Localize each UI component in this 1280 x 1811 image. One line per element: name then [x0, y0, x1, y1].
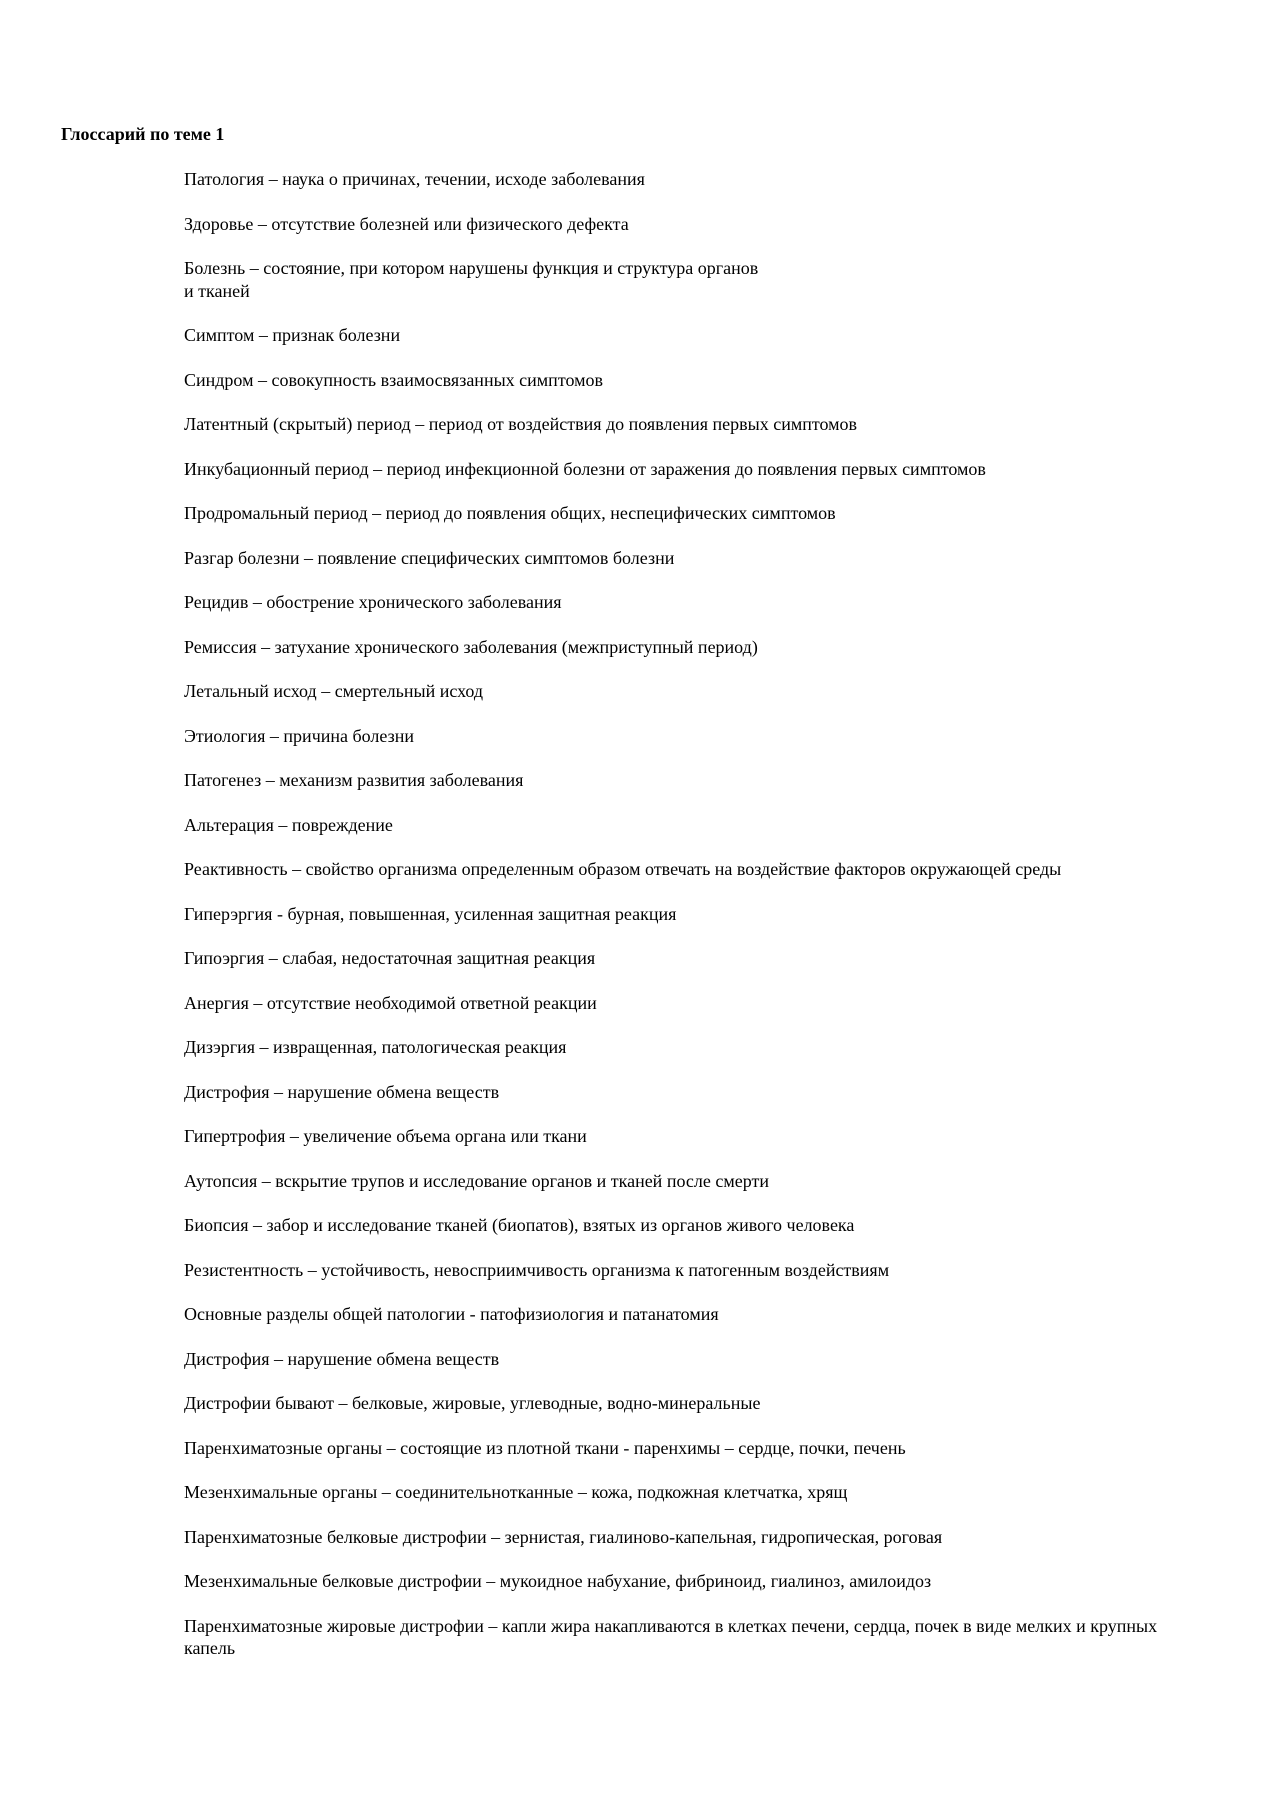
glossary-item: Этиология – причина болезни	[184, 725, 414, 746]
glossary-item: Ремиссия – затухание хронического заболевания (межприступный период)	[184, 636, 758, 657]
glossary-list	[184, 168, 1174, 1682]
glossary-item: Разгар болезни – появление специфических симптомов болезни	[184, 547, 675, 568]
glossary-item: Анергия – отсутствие необходимой ответной реакции	[184, 992, 597, 1013]
glossary-item: Паренхиматозные белковые дистрофии – зернистая, гиалиново-капельная, гидропическая, роговая	[184, 1526, 943, 1547]
glossary-item: Дистрофии бывают – белковые, жировые, углеводные, водно-минеральные	[184, 1393, 761, 1413]
glossary-item: Дистрофия – нарушение обмена веществ	[184, 1348, 500, 1369]
glossary-item: Паренхиматозные жировые дистрофии – капли жира накапливаются в клетках печени, сердца, почек в виде мелких и крупных капель	[184, 1615, 1158, 1658]
glossary-item: Мезенхимальные органы – соединительнотканные – кожа, подкожная клетчатка, хрящ	[184, 1482, 848, 1502]
glossary-item: Патология – наука о причинах, течении, исходе заболевания	[184, 169, 645, 189]
glossary-item: Гипоэргия – слабая, недостаточная защитная реакция	[184, 948, 596, 968]
glossary-item: Дистрофия – нарушение обмена веществ	[184, 1081, 500, 1102]
glossary-item: Резистентность – устойчивость, невосприимчивость организма к патогенным воздействиям	[184, 1259, 890, 1280]
glossary-item: Инкубационный период – период инфекционной болезни от заражения до появления первых симптомов	[184, 458, 986, 479]
glossary-item: Здоровье – отсутствие болезней или физического дефекта	[184, 213, 629, 234]
glossary-item: Гиперэргия - бурная, повышенная, усиленная защитная реакция	[184, 903, 677, 924]
glossary-item: Биопсия – забор и исследование тканей (биопатов), взятых из органов живого человека	[184, 1215, 855, 1235]
glossary-item: Симптом – признак болезни	[184, 325, 401, 345]
glossary-item: Дизэргия – извращенная, патологическая реакция	[184, 1037, 567, 1057]
glossary-item: Мезенхимальные белковые дистрофии – мукоидное набухание, фибриноид, гиалиноз, амилоидоз	[184, 1571, 932, 1591]
glossary-item: Летальный исход – смертельный исход	[184, 681, 484, 701]
glossary-item: Продромальный период – период до появления общих, неспецифических симптомов	[184, 503, 836, 523]
glossary-item: Болезнь – состояние, при котором нарушены функция и структура органов и тканей	[184, 258, 759, 301]
glossary-item: Гипертрофия – увеличение объема органа или ткани	[184, 1126, 587, 1146]
glossary-item: Рецидив – обострение хронического заболевания	[184, 592, 562, 612]
glossary-item: Основные разделы общей патологии - патофизиология и патанатомия	[184, 1304, 719, 1324]
glossary-item: Реактивность – свойство организма определенным образом отвечать на воздействие факторов окружающей среды	[184, 859, 1062, 879]
page-title: Глоссарий по теме 1	[61, 124, 225, 144]
glossary-item: Аутопсия – вскрытие трупов и исследование органов и тканей после смерти	[184, 1170, 769, 1191]
glossary-item: Синдром – совокупность взаимосвязанных симптомов	[184, 369, 603, 390]
glossary-item: Латентный (скрытый) период – период от воздействия до появления первых симптомов	[184, 414, 858, 434]
glossary-item: Патогенез – механизм развития заболевания	[184, 770, 524, 790]
glossary-item: Альтерация – повреждение	[184, 814, 393, 835]
glossary-item: Паренхиматозные органы – состоящие из плотной ткани - паренхимы – сердце, почки, печень	[184, 1437, 906, 1458]
